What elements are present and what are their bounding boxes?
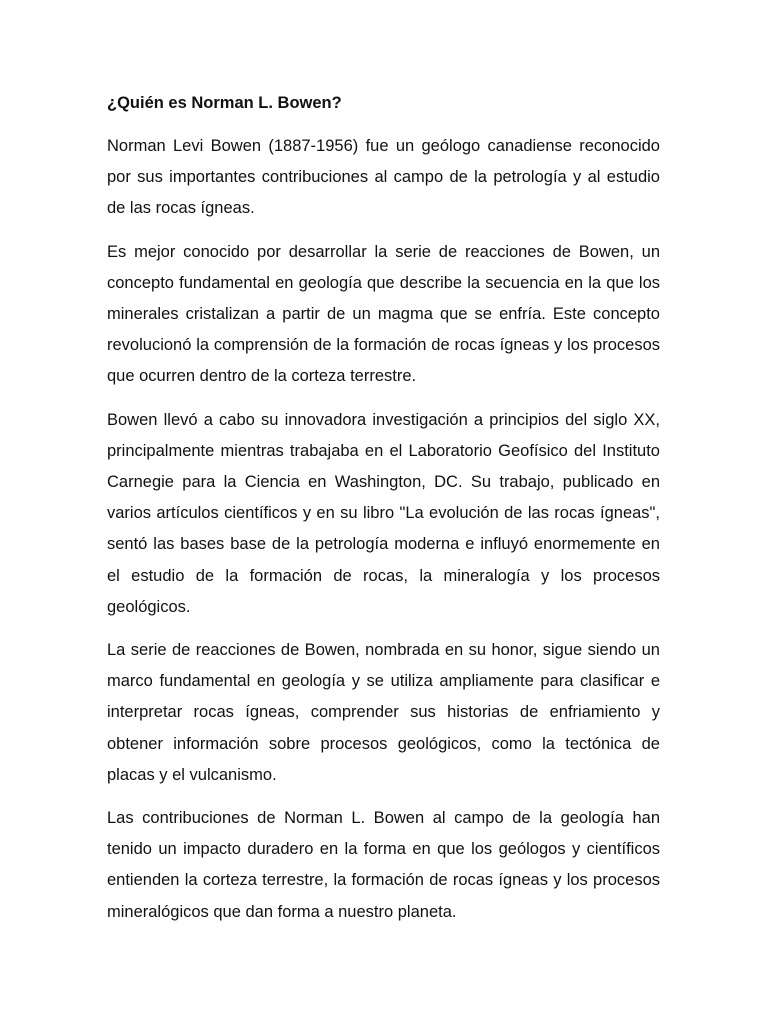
paragraph-reaction-series: Es mejor conocido por desarrollar la serie de reacciones de Bowen, un concepto fundamental en geología que describe la secuencia en la que los minerales cristalizan a partir de un magma que se enfría. Este concepto revolucionó la comprensión de la formación de rocas ígneas y los procesos que ocurren dentro de la corteza terrestre. (107, 242, 660, 386)
document-title: ¿Quién es Norman L. Bowen? (107, 94, 342, 112)
paragraph-legacy-series: La serie de reacciones de Bowen, nombrada en su honor, sigue siendo un marco fundamental en geología y se utiliza ampliamente para clasificar e interpretar rocas ígneas, comprender sus historias de enfriamiento y obtener información sobre procesos geológicos, como la tectónica de placas y el vulcanismo. (107, 641, 660, 784)
paragraph-intro: Norman Levi Bowen (1887-1956) fue un geólogo canadiense reconocido por sus importantes contribuciones al campo de la petrología y al estudio de las rocas ígneas. (107, 137, 660, 218)
document-page (107, 88, 660, 940)
paragraph-research: Bowen llevó a cabo su innovadora investigación a principios del siglo XX, principalmente mientras trabajaba en el Laboratorio Geofísico del Instituto Carnegie para la Ciencia en Washington, DC. Su trabajo, publicado en varios artículos científicos y en su libro "La evolución de las rocas ígneas", sentó las bases base de la petrología moderna e influyó enormemente en el estudio de la formación de rocas, la mineralogía y los procesos geológicos. (107, 410, 660, 616)
paragraph-contributions: Las contribuciones de Norman L. Bowen al campo de la geología han tenido un impacto duradero en la forma en que los geólogos y científicos entienden la corteza terrestre, la formación de rocas ígneas y los procesos mineralógicos que dan forma a nuestro planeta. (107, 809, 660, 921)
